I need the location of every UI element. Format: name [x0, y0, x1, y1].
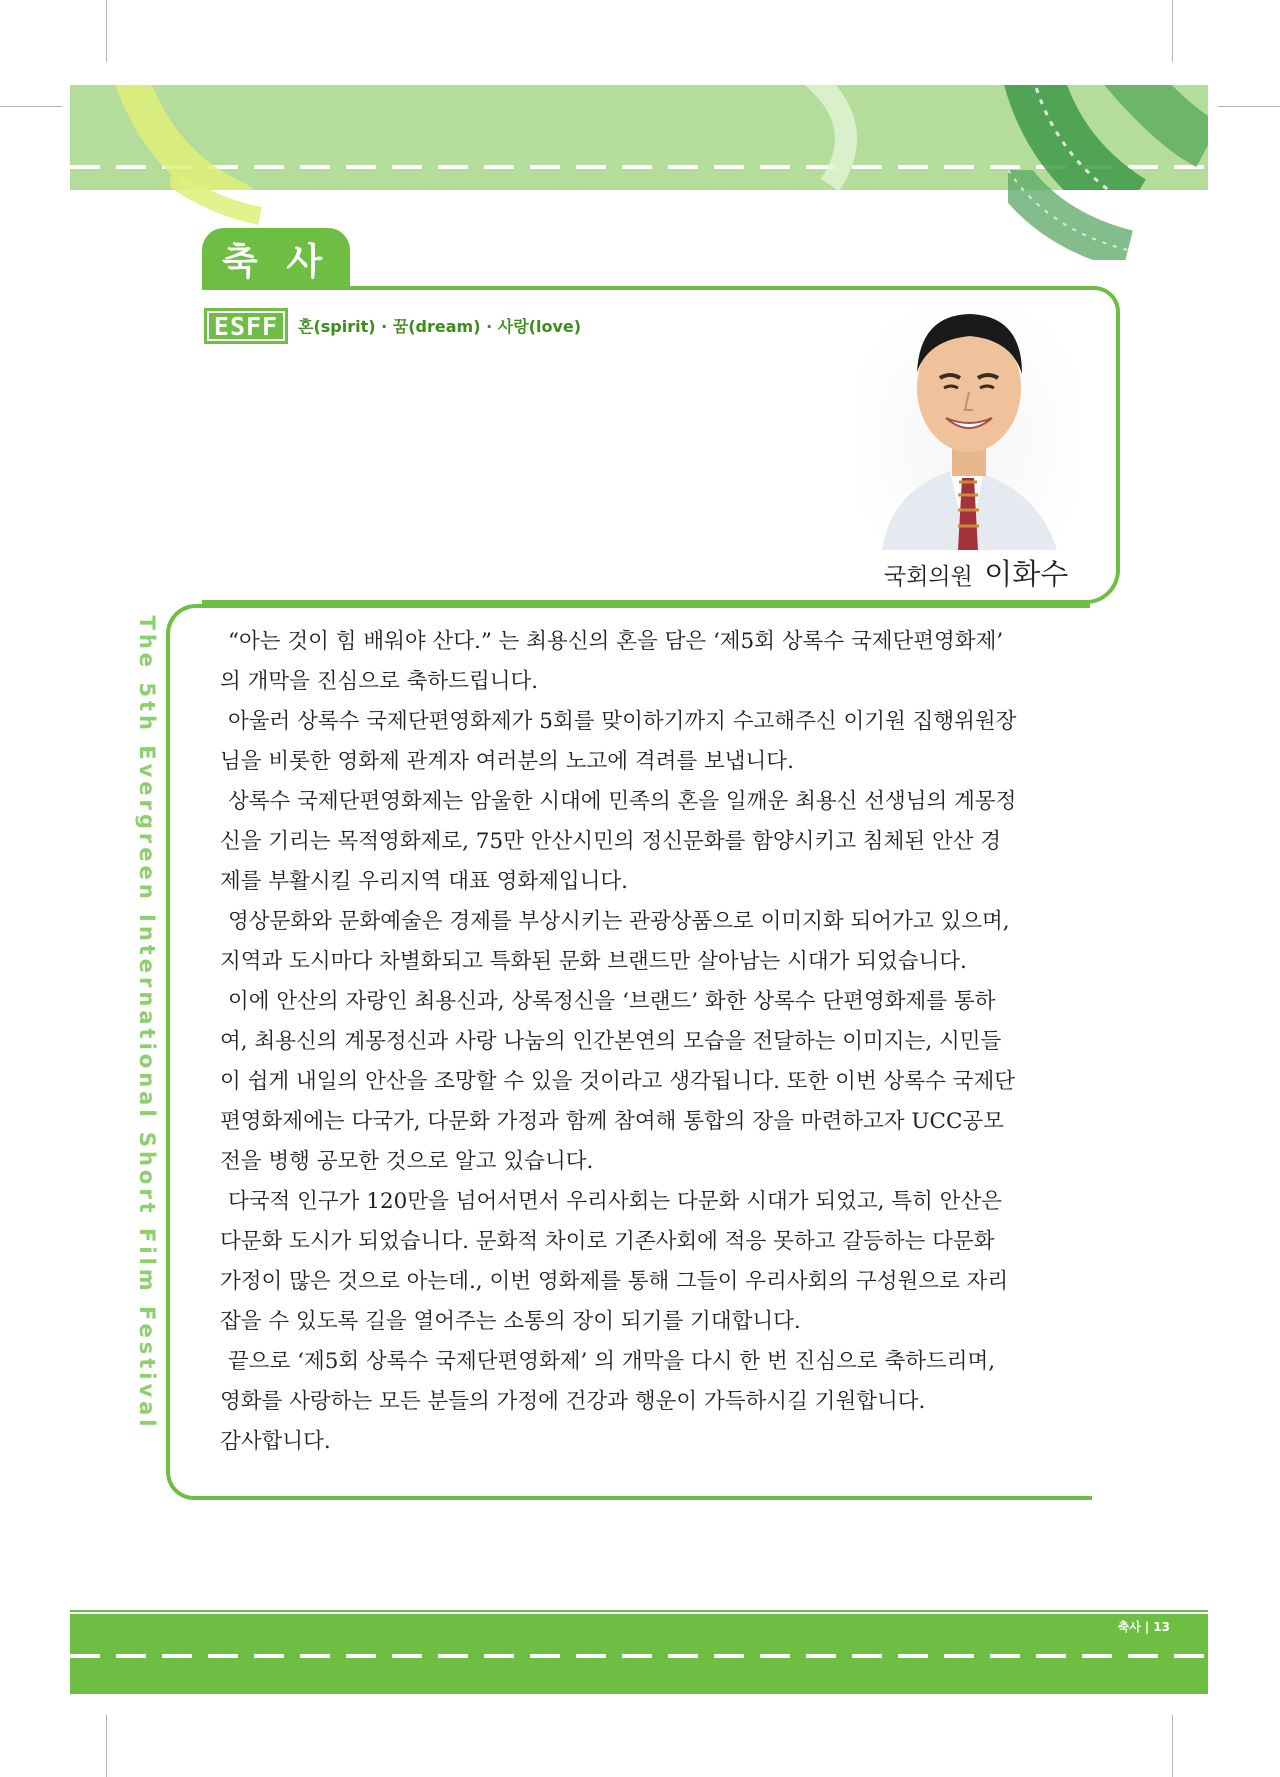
page-number: 13 [1153, 1620, 1170, 1634]
author-position: 국회의원 [884, 564, 973, 590]
page-title: 축 사 [202, 228, 350, 288]
footer-band [70, 1614, 1208, 1694]
author-caption [884, 552, 1068, 593]
festival-side-title: The 5th Evergreen International Short Film Festival [135, 615, 159, 1431]
letter-paragraph: 아울러 상록수 국제단편영화제가 5회를 맞이하기까지 수고해주신 이기원 집행위원장님을 비롯한 영화제 관계자 여러분의 노고에 격려를 보냅니다. [220, 709, 1017, 774]
author-portrait [862, 300, 1074, 550]
page-footer-label [1118, 1618, 1170, 1635]
leaf-tail [170, 176, 290, 226]
film-strip-tail [1008, 170, 1168, 260]
letter-closing: 감사합니다. [220, 1429, 331, 1454]
crop-mark [0, 106, 62, 107]
letter-paragraph: 상록수 국제단편영화제는 암울한 시대에 민족의 혼을 일깨운 최용신 선생님의 계몽정신을 기리는 목적영화제로, 75만 안산시민의 정신문화를 함양시키고 침체된 안산 경제를 부활시킬 우리지역 대표 영화제입니다. [220, 789, 1017, 894]
crop-mark [1172, 0, 1173, 62]
letter-paragraph: 끝으로 ‘제5회 상록수 국제단편영화제’ 의 개막을 다시 한 번 진심으로 축하드리며, 영화를 사랑하는 모든 분들의 가정에 건강과 행운이 가득하시길 기원합니다. [220, 1349, 996, 1414]
crop-mark [106, 1715, 107, 1777]
festival-slogan: 혼(spirit) · 꿈(dream) · 사랑(love) [298, 317, 582, 336]
dash-row [70, 1654, 1208, 1658]
letter-frame-end [1088, 1496, 1092, 1500]
footer-rule [70, 1610, 1208, 1612]
footer-section: 축사 [1117, 1620, 1141, 1634]
letter-paragraph: “아는 것이 힘 배워야 산다.” 는 최용신의 혼을 담은 ‘제5회 상록수 국제단편영화제’ 의 개막을 진심으로 축하드립니다. [220, 629, 1004, 694]
letter-paragraph: 다국적 인구가 120만을 넘어서면서 우리사회는 다문화 시대가 되었고, 특히 안산은 다문화 도시가 되었습니다. 문화적 차이로 기존사회에 적응 못하고 갈등하는 다문화 가정이 많은 것으로 아는데., 이번 영화제를 통해 그들이 우리사회의 구성원으로 자리 잡을 수 있도록 길을 열어주는 소통의 장이 되기를 기대합니다. [220, 1189, 1009, 1334]
footer-separator: | [1144, 1620, 1150, 1634]
author-name: 이화수 [984, 557, 1069, 591]
letter-paragraph: 이에 안산의 자랑인 최용신과, 상록정신을 ‘브랜드’ 화한 상록수 단편영화제를 통하여, 최용신의 계몽정신과 사랑 나눔의 인간본연의 모습을 전달하는 이미지는, 시민들이 쉽게 내일의 안산을 조망할 수 있을 것이라고 생각됩니다. 또한 이번 상록수 국제단편영화제에는 다국가, 다문화 가정과 함께 참여해 통합의 장을 마련하고자 UCC공모전을 병행 공모한 것으로 알고 있습니다. [220, 989, 1015, 1174]
congratulatory-letter [220, 622, 1020, 1462]
crop-mark [106, 0, 107, 62]
crop-mark [1218, 106, 1280, 107]
letter-paragraph: 영상문화와 문화예술은 경제를 부상시키는 관광상품으로 이미지화 되어가고 있으며, 지역과 도시마다 차별화되고 특화된 문화 브랜드만 살아남는 시대가 되었습니다. [220, 909, 1010, 974]
crop-mark [1172, 1715, 1173, 1777]
festival-logo: ESFF [204, 308, 288, 344]
